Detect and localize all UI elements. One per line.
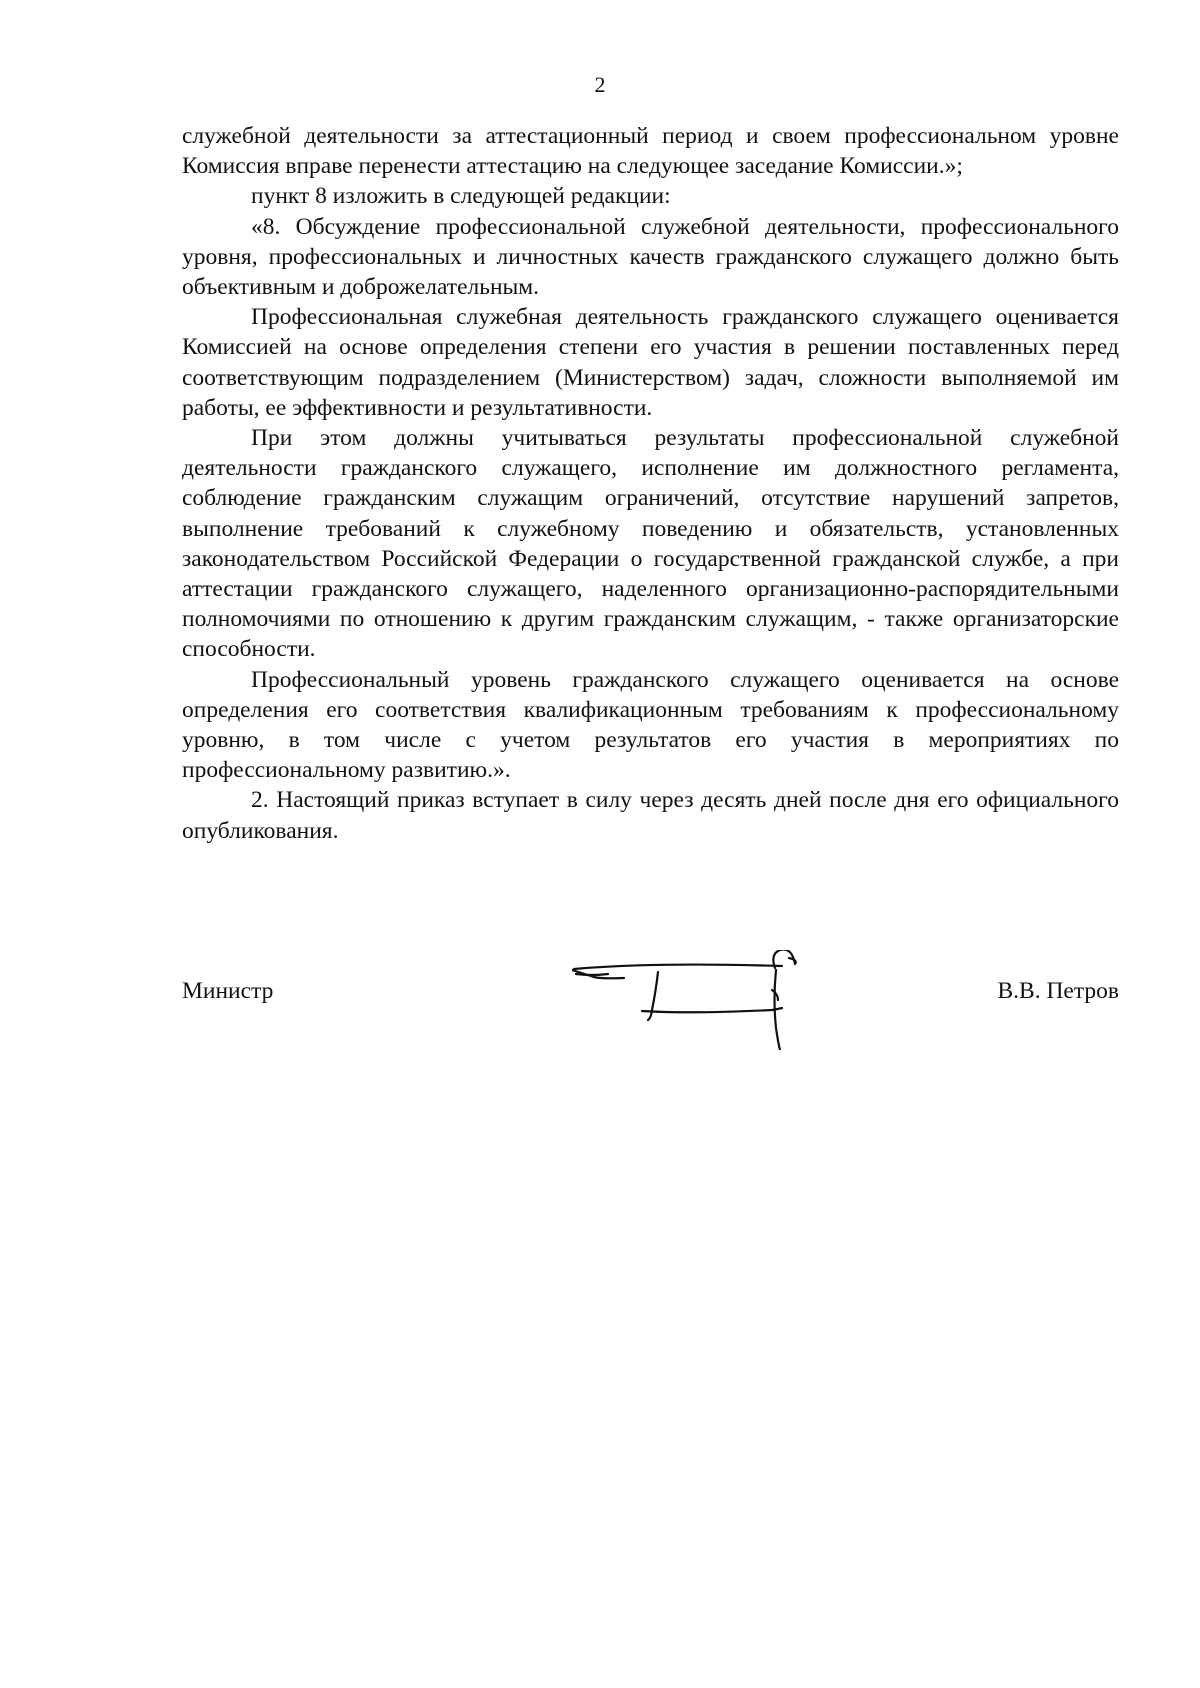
- paragraph-amendment-intro: пункт 8 изложить в следующей редакции:: [251, 183, 671, 210]
- handwritten-signature: [572, 950, 832, 1050]
- paragraph-effective-date: 2. Настоящий приказ вступает в силу через десять дней после дня его официального опубликования.: [182, 787, 1119, 844]
- signer-name: В.В. Петров: [997, 978, 1119, 1004]
- paragraph-continuation: служебной деятельности за аттестационный период и своем профессиональном уровне Комиссия вправе перенести аттестацию на следующее заседание Комиссии.»;: [182, 123, 1119, 180]
- paragraph-activity-evaluation: Профессиональная служебная деятельность гражданского служащего оценивается Комиссией на основе определения степени его участия в решении поставленных перед соответствующим подразделением (Министерством) задач, сложности выполняемой им работы, ее эффективности и результативности.: [182, 304, 1119, 421]
- signature-block: [182, 960, 1119, 1030]
- position-title: Министр: [182, 978, 274, 1004]
- paragraph-evaluation-criteria: При этом должны учитываться результаты профессиональной служебной деятельности гражданского служащего, исполнение им должностного регламента, соблюдение гражданским служащим ограничений, отсутствие нарушений запретов, выполнение требований к служебному поведению и обязательств, установленных законодательством Российской Федерации о государственной гражданской службе, а при аттестации гражданского служащего, наделенного организационно-распорядительными полномочиями по отношению к другим гражданским служащим, - также организаторские способности.: [182, 425, 1119, 663]
- document-body: [182, 121, 1119, 846]
- page-number: 2: [594, 72, 606, 97]
- paragraph-professional-level: Профессиональный уровень гражданского служащего оценивается на основе определения его соответствия квалификационным требованиям к профессиональному уровню, в том числе с учетом результатов его участия в мероприятиях по профессиональному развитию.».: [182, 666, 1119, 784]
- paragraph-point-8: «8. Обсуждение профессиональной служебной деятельности, профессионального уровня, профессиональных и личностных качеств гражданского служащего должно быть объективным и доброжелательным.: [182, 213, 1119, 301]
